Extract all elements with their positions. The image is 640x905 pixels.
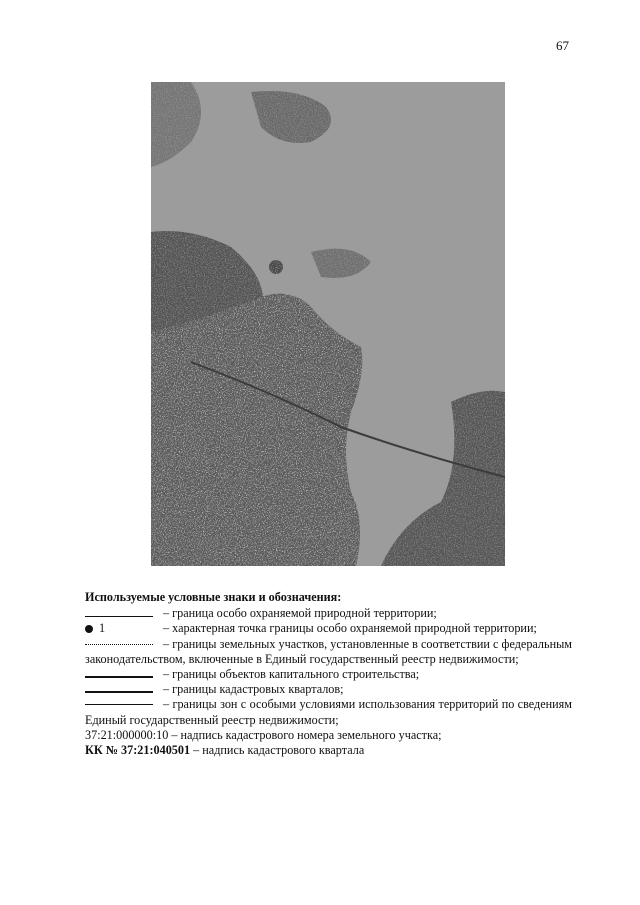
thick-line-symbol	[85, 691, 153, 693]
legend-item-text: – характерная точка границы особо охраняемой природной территории;	[163, 621, 537, 636]
legend-item-special-zones	[85, 697, 572, 727]
legend-item-protected-boundary	[85, 606, 572, 621]
bullet-dot-icon	[85, 625, 93, 633]
page-number: 67	[556, 38, 569, 53]
legend-item-text: – надпись кадастрового номера земельного участка;	[171, 727, 442, 742]
legend-title: Используемые условные знаки и обозначения:	[85, 590, 342, 604]
legend-item-cadastral-number	[85, 728, 572, 743]
legend-item-land-plots	[85, 637, 572, 667]
legend-item-capital-objects	[85, 667, 572, 682]
legend	[85, 590, 572, 758]
legend-item-cadastral-quarter-label	[85, 743, 572, 758]
solid-line-symbol	[85, 704, 153, 705]
point-symbol	[85, 621, 153, 636]
cadastral-number-example: 37:21:000000:10	[85, 727, 169, 742]
legend-item-text: – границы земельных участков, установленные в соответствии с федеральным законодательством, включенные в Единый государственный реестр недвижимости;	[85, 636, 572, 666]
point-label: 1	[99, 621, 106, 636]
solid-line-symbol	[85, 616, 153, 617]
legend-item-cadastral-quarters	[85, 682, 572, 697]
legend-item-text: – граница особо охраняемой природной территории;	[163, 606, 437, 621]
dotted-line-symbol	[85, 644, 153, 645]
thick-line-symbol	[85, 676, 153, 678]
legend-item-text: – границы зон с особыми условиями использования территорий по сведениям Единый государственный реестр недвижимости;	[85, 697, 572, 727]
legend-item-text: – границы объектов капитального строительства;	[163, 667, 420, 682]
legend-item-text: – границы кадастровых кварталов;	[163, 682, 344, 697]
quarter-example: КК № 37:21:040501	[85, 743, 191, 758]
legend-item-text: – надпись кадастрового квартала	[193, 743, 365, 758]
satellite-map-image	[151, 82, 505, 566]
legend-item-boundary-point	[85, 621, 572, 636]
